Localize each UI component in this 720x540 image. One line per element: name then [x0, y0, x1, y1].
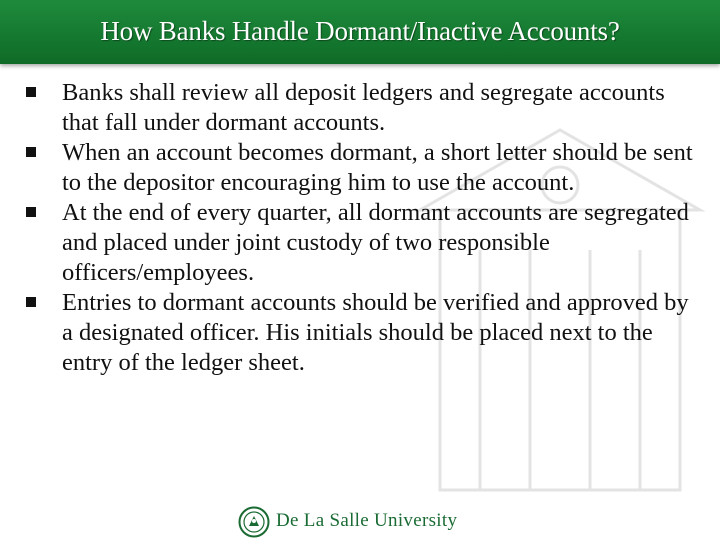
bullet-item [26, 288, 698, 378]
bullet-text: Banks shall review all deposit ledgers and segregate accounts that fall under dormant accounts. [62, 79, 665, 136]
bullet-square-icon [26, 207, 36, 217]
footer [0, 500, 720, 540]
bullet-item [26, 138, 698, 198]
bullet-list [26, 78, 698, 378]
bullet-text: Entries to dormant accounts should be verified and approved by a designated officer. His initials should be placed next to the entry of the ledger sheet. [62, 289, 689, 376]
university-seal-icon [238, 506, 270, 538]
bullet-square-icon [26, 147, 36, 157]
bullet-text: At the end of every quarter, all dormant accounts are segregated and placed under joint custody of two responsible officers/employees. [62, 199, 689, 286]
bullet-square-icon [26, 297, 36, 307]
footer-institution-name: De La Salle University [276, 510, 458, 531]
slide-title: How Banks Handle Dormant/Inactive Accounts? [100, 16, 620, 46]
bullet-square-icon [26, 87, 36, 97]
bullet-item [26, 198, 698, 288]
bullet-text: When an account becomes dormant, a short letter should be sent to the depositor encouraging him to use the account. [62, 139, 693, 196]
bullet-item [26, 78, 698, 138]
